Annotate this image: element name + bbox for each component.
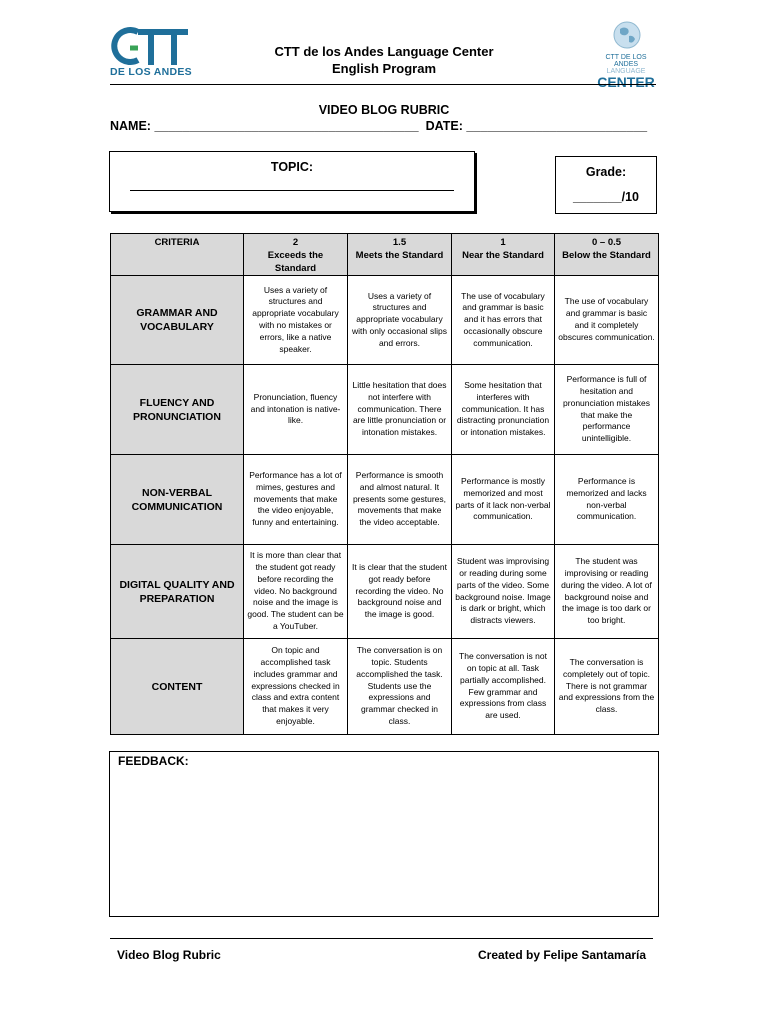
table-header-row xyxy=(111,234,659,276)
descriptor-cell: Performance is mostly memorized and most parts of it lack non-verbal communication. xyxy=(452,455,555,545)
name-date-line xyxy=(110,119,647,133)
rubric-table xyxy=(110,233,659,735)
grade-box xyxy=(555,156,657,214)
header-level-0: 0 – 0.5 Below the Standard xyxy=(555,234,659,276)
header-criteria: CRITERIA xyxy=(111,234,244,276)
criterion-cell: DIGITAL QUALITY AND PREPARATION xyxy=(111,545,244,639)
logo-right-line2: LANGUAGE xyxy=(606,68,646,75)
grade-value: _______/10 xyxy=(572,190,640,204)
logo-left-subtitle: DE LOS ANDES xyxy=(110,66,192,78)
criterion-cell: CONTENT xyxy=(111,639,244,735)
footer-title: Video Blog Rubric xyxy=(117,948,221,962)
topic-blank-line xyxy=(130,190,454,191)
topic-box xyxy=(109,151,475,212)
footer-author: Created by Felipe Santamaría xyxy=(478,948,647,962)
name-blank: ______________________________________ xyxy=(154,119,419,133)
grade-label: Grade: xyxy=(585,165,627,179)
descriptor-cell: Little hesitation that does not interfere with communication. There are little pronunciation or intonation mistakes. xyxy=(348,365,452,455)
program-name: English Program xyxy=(331,61,437,76)
date-blank: __________________________ xyxy=(466,119,648,133)
language-center-logo xyxy=(596,20,656,90)
date-label: DATE: xyxy=(425,119,463,133)
topic-label: TOPIC: xyxy=(270,160,314,174)
descriptor-cell: It is clear that the student got ready before recording the video. No background noise and the image is good. xyxy=(348,545,452,639)
descriptor-cell: The conversation is on topic. Students accomplished the task. Students use the expressions and grammar checked in class. xyxy=(348,639,452,735)
descriptor-cell: Student was improvising or reading during some parts of the video. Some background noise. Image is dark or bright, which distracts viewers. xyxy=(452,545,555,639)
descriptor-cell: The student was improvising or reading during the video. A lot of background noise and the image is too dark or too bright. xyxy=(555,545,659,639)
table-row xyxy=(111,545,659,639)
name-label: NAME: xyxy=(110,119,151,133)
descriptor-cell: Performance is full of hesitation and pronunciation mistakes that make the performance unintelligible. xyxy=(555,365,659,455)
globe-icon xyxy=(612,20,642,50)
criterion-cell: GRAMMAR AND VOCABULARY xyxy=(111,276,244,365)
descriptor-cell: Performance is memorized and lacks non-verbal communication. xyxy=(555,455,659,545)
footer-divider xyxy=(110,938,653,939)
table-row xyxy=(111,455,659,545)
descriptor-cell: The use of vocabulary and grammar is basic and it completely obscures communication. xyxy=(555,276,659,365)
descriptor-cell: It is more than clear that the student got ready before recording the video. No background noise and the image is good. The student can be a YouTuber. xyxy=(244,545,348,639)
descriptor-cell: Performance has a lot of mimes, gestures and movements that make the video enjoyable, funny and entertaining. xyxy=(244,455,348,545)
criterion-cell: FLUENCY AND PRONUNCIATION xyxy=(111,365,244,455)
table-row xyxy=(111,276,659,365)
logo-right-line3: CENTER xyxy=(597,74,655,90)
descriptor-cell: Uses a variety of structures and appropriate vocabulary with only occasional slips and errors. xyxy=(348,276,452,365)
feedback-box[interactable] xyxy=(109,751,659,917)
descriptor-cell: Performance is smooth and almost natural. It presents some gestures, movements that make the video acceptable. xyxy=(348,455,452,545)
org-name: CTT de los Andes Language Center xyxy=(274,44,494,59)
descriptor-cell: Some hesitation that interferes with communication. It has distracting pronunciation or intonation mistakes. xyxy=(452,365,555,455)
descriptor-cell: Pronunciation, fluency and intonation is native-like. xyxy=(244,365,348,455)
header-divider xyxy=(110,84,656,85)
table-row xyxy=(111,365,659,455)
descriptor-cell: The conversation is completely out of topic. There is not grammar and expressions from the class. xyxy=(555,639,659,735)
descriptor-cell: Uses a variety of structures and appropriate vocabulary with no mistakes or errors, like a native speaker. xyxy=(244,276,348,365)
header-level-1: 1 Near the Standard xyxy=(452,234,555,276)
header-level-1-5: 1.5 Meets the Standard xyxy=(348,234,452,276)
table-row xyxy=(111,639,659,735)
descriptor-cell: The conversation is not on topic at all. Task partially accomplished. Few grammar and expressions from class are used. xyxy=(452,639,555,735)
criterion-cell: NON-VERBAL COMMUNICATION xyxy=(111,455,244,545)
descriptor-cell: On topic and accomplished task includes grammar and expressions checked in class and extra content that makes it very enjoyable. xyxy=(244,639,348,735)
header-level-2: 2 Exceeds the Standard xyxy=(244,234,348,276)
descriptor-cell: The use of vocabulary and grammar is basic and it has errors that occasionally obscure communication. xyxy=(452,276,555,365)
logo-right-line1: CTT DE LOS ANDES xyxy=(605,54,647,68)
feedback-label: FEEDBACK: xyxy=(118,754,189,768)
rubric-title: VIDEO BLOG RUBRIC xyxy=(318,103,450,117)
